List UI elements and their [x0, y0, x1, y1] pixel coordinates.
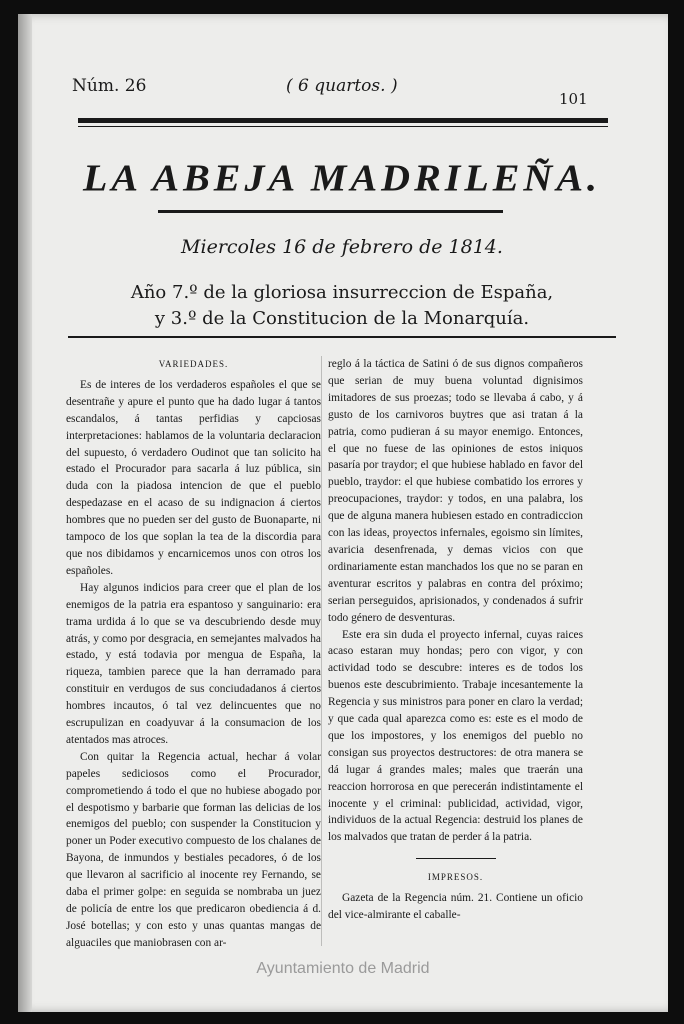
column-divider: [321, 356, 322, 946]
issue-date: Miercoles 16 de febrero de 1814.: [181, 236, 503, 258]
article-paragraph: reglo á la táctica de Satini ó de sus dignos compañeros que serian de muy buena voluntad dignisimos imitadores de sus proezas; todo se llevaba á cabo, y á gusto de los carnivoros buytres que asi tratan á la patria, como pudieran á su mayor enemigo. Entonces, el que no fuese de las opiniones de estos iniquos pasaría por traydor; el que hubiese hablado en favor del pueblo, traydor: el que hubiese combatido los errores y preocupaciones, traydor: y todos, en una palabra, los que de alguna manera hubiesen estado en contradiccion con las ideas, proyectos infernales, egoismo sin límites, avaricia desenfrenada, y demas vicios con que ordinariamente estan manchados los que no se paran en aventurar escritos y palabras en contra del próximo; serian perseguidos, aprisionados, y condenados á sufrir todo género de desventuras.: [328, 358, 583, 624]
issue-number: Núm. 26: [72, 76, 147, 96]
masthead-bottom-rule: [68, 336, 616, 338]
section-separator: [416, 858, 496, 859]
subtitle-line-2: y 3.º de la Constitucion de la Monarquía.: [154, 308, 530, 329]
page-number: 101: [559, 90, 588, 108]
masthead-title: LA ABEJA MADRILEÑA.: [83, 156, 601, 199]
left-column: [66, 356, 321, 952]
right-column: [328, 356, 583, 924]
article-paragraph: Este era sin duda el proyecto infernal, cuyas raices acaso estaran muy hondas; pero con vigor, y con actividad todo se descubre: interes es de todos los buenos este descubrimiento. Trabaje incesantemente la Regencia y sus ministros para poner en claro la verdad; y que cada qual aparezca como es: este es el modo de que los impostores, y los enemigos del pueblo no consigan sus proyectos destructores: de otra manera se dá lugar á grandes males; males que traerán una reaccion horrorosa en que perecerán indistintamente el inocente y el criminal: publicidad, actividad, vigor, individuos de la actual Regencia: destruid los planes de los malvados que tratan de perder á la patria.: [328, 628, 583, 844]
section-heading-impresos: IMPRESOS.: [427, 872, 484, 883]
archive-watermark: Ayuntamiento de Madrid: [256, 960, 430, 977]
top-rule-thin: [78, 126, 608, 127]
newspaper-page: [18, 14, 668, 1012]
issue-price: ( 6 quartos. ): [286, 76, 398, 96]
article-paragraph: Es de interes de los verdaderos españoles el que se desentrañe y apure el punto que ha dado lugar á tantos escandalos, á tantas perfidias y capciosas interpretaciones: hablamos de la voluntaria declaracion del supuesto, ó verdadero Oudinot que tan solicito ha estado el Procurador para sacarla á luz pública, sin duda con la piadosa intencion de que el pueblo despedazase en el acaso de su indignacion á ciertos hombres que no pueden ser del gusto de Buonaparte, ni tampoco de los que soplan la tea de la discordia para que nos dibidamos y encarnicemos unos con otros los españoles.: [66, 378, 321, 577]
top-rule-thick: [78, 118, 608, 123]
title-underline: [158, 210, 503, 213]
page-spine: [18, 14, 32, 1012]
subtitle-line-1: Año 7.º de la gloriosa insurreccion de España,: [130, 282, 554, 303]
article-paragraph: Hay algunos indicios para creer que el plan de los enemigos de la patria era espantoso y sanguinario: era trama urdida á lo que se va descubriendo desde muy atrás, y como por desgracia, en semejantes malvados ha estado, y está todavia por mengua de España, la riqueza, tambien parece que la han derramado para constituir en verdugos de sus conciudadanos á ciertos hombres incautos, ó tal vez delincuentes que no escrupulizan en coadyuvar á la consumacion de los atentados mas atroces.: [66, 581, 321, 746]
impresos-paragraph: Gazeta de la Regencia núm. 21. Contiene un oficio del vice-almirante el caballe-: [328, 892, 583, 922]
section-heading-variedades: VARIEDADES.: [158, 359, 229, 369]
article-paragraph: Con quitar la Regencia actual, hechar á volar papeles sediciosos como el Procurador, comprometiendo á todo el que no hubiese abogado por el despotismo y barbarie que forman las delicias de los enemigos del pueblo; con suspender la Constitucion y poner un Poder executivo compuesto de los chalanes de Bayona, de inmundos y bestiales pecadores, ó de los que llevaron al sacrificio al inocente rey Fernando, se daba el primer golpe: en seguida se nombraba un juez de policía de entre los que predicaron obediencia á d. José botellas; y con esto y unas quantas mangas de alguaciles que maniobrasen con ar-: [66, 750, 321, 949]
